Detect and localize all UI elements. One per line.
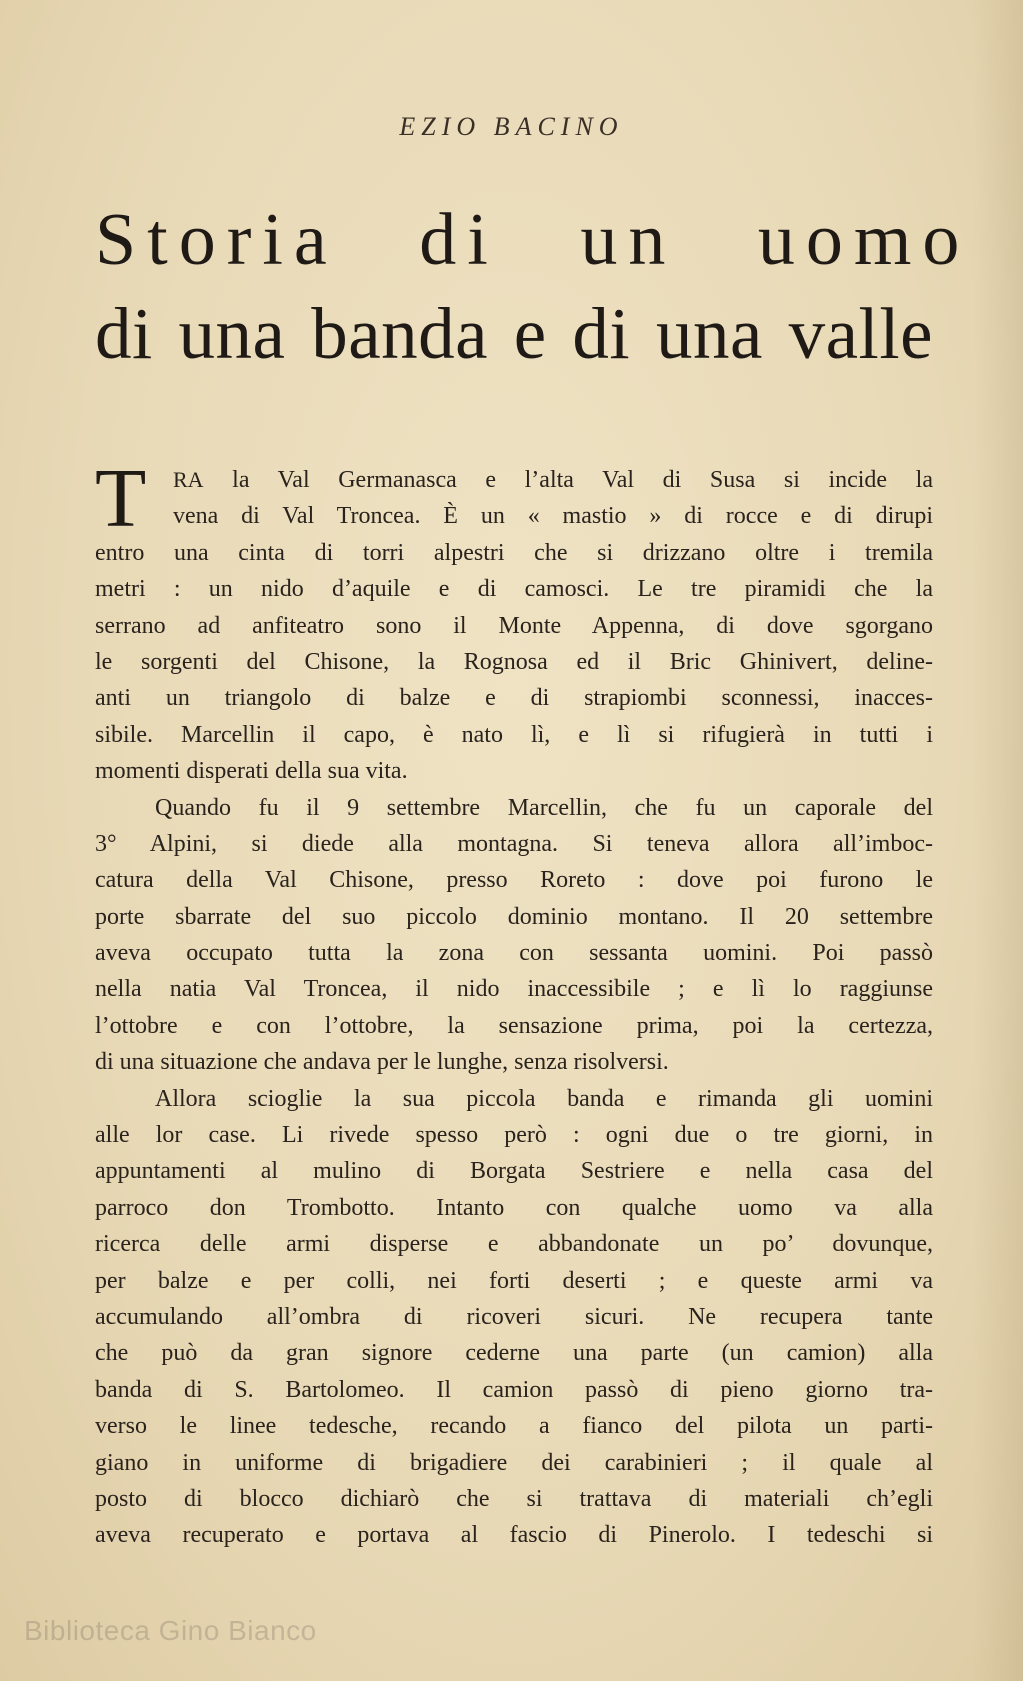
text-line-15: nella natia Val Troncea, il nido inaccessibile ; e lì lo raggiunse [95, 976, 933, 1003]
text-line-19: alle lor case. Li rivede spesso però : ogni due o tre giorni, in [95, 1122, 933, 1149]
text-line-23: per balze e per colli, nei forti deserti ; e queste armi va [95, 1267, 933, 1294]
title-line-2: di una banda e di una valle [95, 293, 933, 374]
text-line-1-rest: la Val Germanasca e l’alta Val di Susa si incide la [232, 467, 933, 493]
text-line-29: posto di blocco dichiarò che si trattava di materiali ch’egli [95, 1485, 933, 1512]
text-line-22: ricerca delle armi disperse e abbandonate un po’ dovunque, [95, 1231, 933, 1258]
text-line-17: di una situazione che andava per le lunghe, senza risolversi. [95, 1049, 669, 1076]
text-line-25: che può da gran signore cederne una parte (un camion) alla [95, 1340, 933, 1367]
text-line-16: l’ottobre e con l’ottobre, la sensazione prima, poi la certezza, [95, 1012, 933, 1039]
text-line-20: appuntamenti al mulino di Borgata Sestriere e nella casa del [95, 1158, 933, 1185]
text-line-27: verso le linee tedesche, recando a fianco del pilota un parti- [95, 1413, 933, 1440]
text-line-3: entro una cinta di torri alpestri che si drizzano oltre i tremila [95, 539, 933, 566]
text-line-12: catura della Val Chisone, presso Roreto : dove poi furono le [95, 867, 933, 894]
first-word-smallcaps: RA [173, 467, 204, 492]
text-line-30: aveva recuperato e portava al fascio di Pinerolo. I tedeschi si [95, 1522, 933, 1549]
text-line-14: aveva occupato tutta la zona con sessanta uomini. Poi passò [95, 940, 933, 967]
text-line-21: parroco don Trombotto. Intanto con qualche uomo va alla [95, 1194, 933, 1221]
library-watermark: Biblioteca Gino Bianco [24, 1615, 317, 1646]
author-name: EZIO BACINO [399, 112, 624, 141]
text-line-8: sibile. Marcellin il capo, è nato lì, e lì si rifugierà in tutti i [95, 721, 933, 748]
text-line-26: banda di S. Bartolomeo. Il camion passò di pieno giorno tra- [95, 1376, 933, 1403]
text-line-11: 3° Alpini, si diede alla montagna. Si teneva allora all’imboc- [95, 830, 933, 857]
text-line-9: momenti disperati della sua vita. [95, 758, 408, 785]
text-line-24: accumulando all’ombra di ricoveri sicuri. Ne recupera tante [95, 1303, 933, 1330]
text-line-7: anti un triangolo di balze e di strapiombi sconnessi, inacces- [95, 685, 933, 712]
text-line-18: Allora scioglie la sua piccola banda e rimanda gli uomini [155, 1085, 933, 1112]
title-line-1: Storia di un uomo [95, 199, 971, 281]
text-line-1 [95, 462, 933, 498]
text-line-10: Quando fu il 9 settembre Marcellin, che fu un caporale del [155, 794, 933, 821]
text-line-4: metri : un nido d’aquile e di camosci. Le tre piramidi che la [95, 576, 933, 603]
text-line-13: porte sbarrate del suo piccolo dominio montano. Il 20 settembre [95, 903, 933, 930]
text-line-6: le sorgenti del Chisone, la Rognosa ed il Bric Ghinivert, deline- [95, 648, 933, 675]
text-line-5: serrano ad anfiteatro sono il Monte Appenna, di dove sgorgano [95, 612, 933, 639]
article-body [95, 452, 933, 1554]
text-line-28: giano in uniforme di brigadiere dei carabinieri ; il quale al [95, 1449, 933, 1476]
drop-cap: T [95, 452, 147, 545]
page-edge-shadow [973, 0, 1023, 1681]
text-line-2: vena di Val Troncea. È un « mastio » di rocce e di dirupi [173, 503, 933, 530]
